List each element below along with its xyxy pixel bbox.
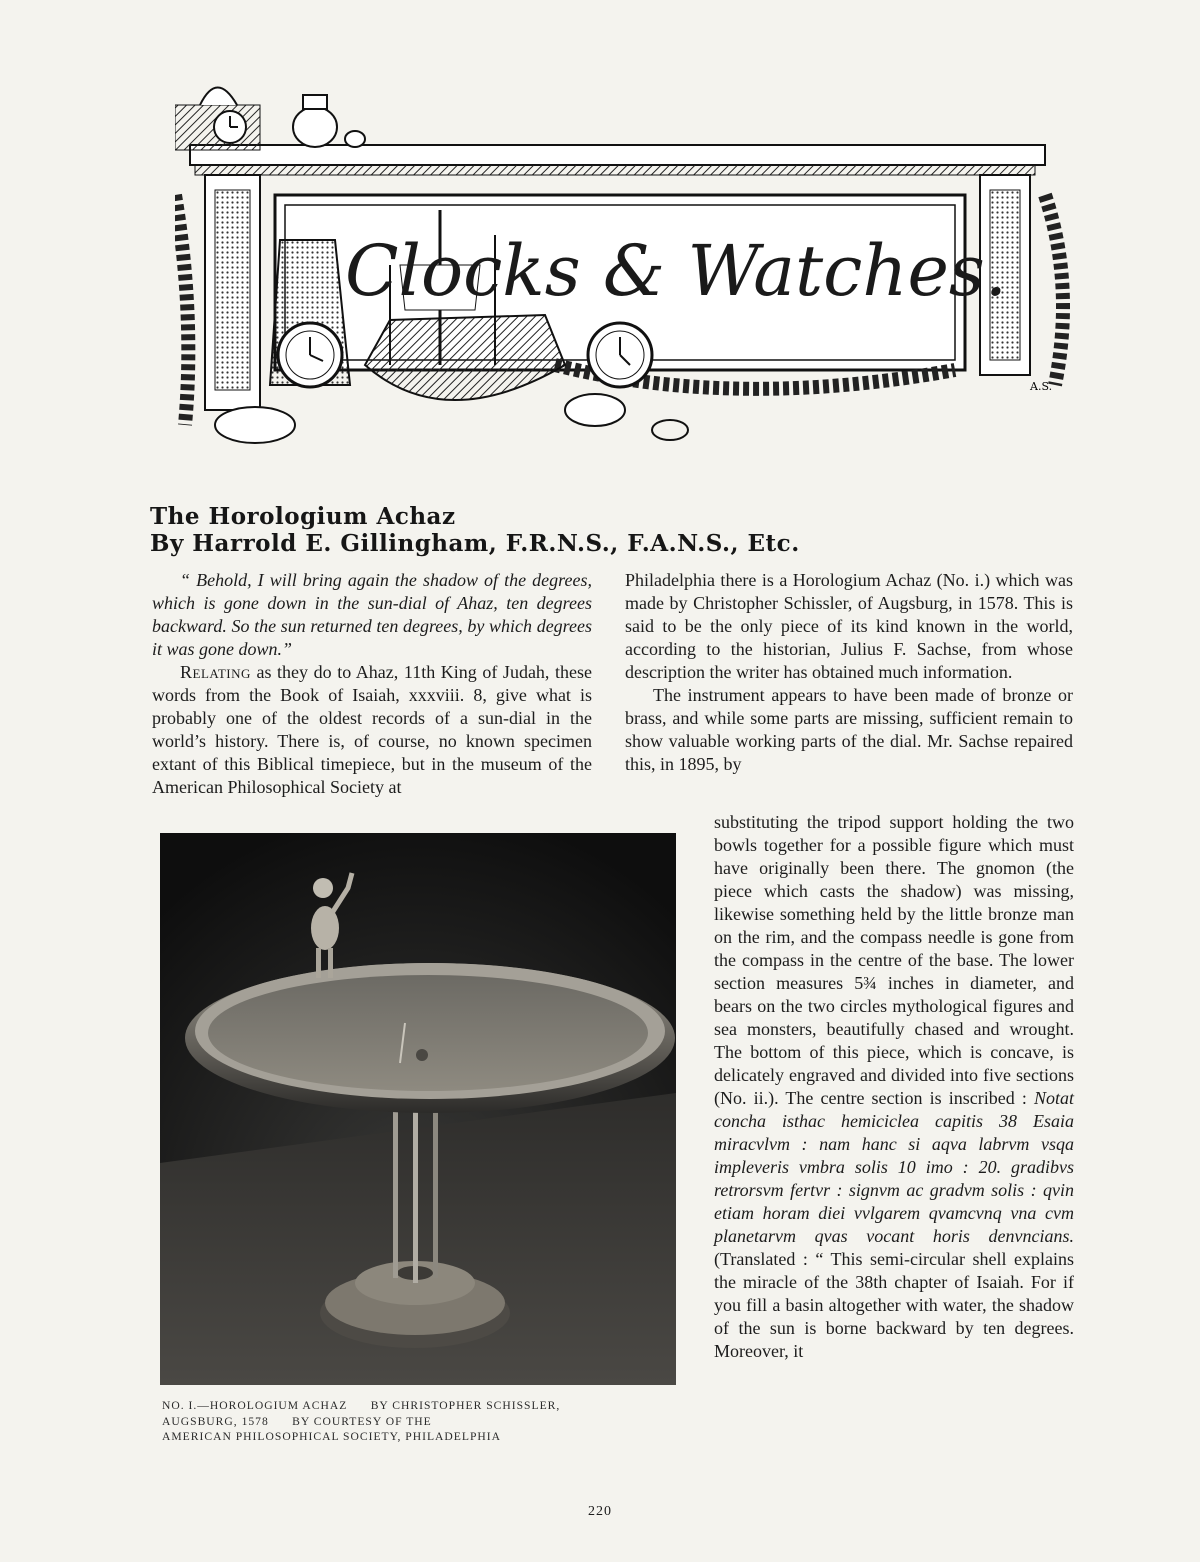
page-number: 220: [588, 1504, 612, 1519]
paragraph-1-continued: Philadelphia there is a Horologium Achaz (No. i.) which was made by Christopher Schissler, of Augsburg, in 1578. This is said to be the only piece of its kind known in the world, according to the historian, Julius F. Sachse, from whose description the writer has obtained much information.: [625, 570, 1073, 682]
epigraph-quote: “ Behold, I will bring again the shadow of the degrees, which is gone down in the sun-dial of Ahaz, ten degrees backward. So the sun returned ten degrees, by which degrees it was gone down.”: [152, 570, 592, 659]
article-byline: By Harrold E. Gillingham, F.R.N.S., F.A.N.S., Etc.: [150, 530, 800, 557]
measurement: [854, 973, 877, 993]
article-title: The Horologium Achaz: [150, 503, 456, 530]
paragraph-2-body-text: substituting the tripod support holding the two bowls together for a possible figure which must have originally been there. The gnomon (the piece which casts the shadow) was missing, likewise something held by the little bronze man on the rim, and the compass needle is gone from the compass in the centre of the base. The lower section measures: [714, 812, 1074, 993]
left-column: [152, 569, 592, 799]
measurement-fraction: ¾: [863, 973, 877, 993]
latin-inscription: Notat concha isthac hemiciclea capitis 38 Esaia miracvlvm : nam hanc si aqva labrvm vsqa impleveris vmbra solis 10 imo : 20. gradibvs retrorsvm fertvr : signvm ac gradvm solis : qvin etiam horam diei vvlgarem qvamcvnq vna cvm planetarvm qvas vocant horis denvncians.: [714, 1088, 1074, 1246]
paragraph-1: [152, 661, 592, 799]
caption-line-2: AUGSBURG, 1578 BY COURTESY OF THE: [162, 1414, 432, 1428]
paragraph-2-body-text-2: inches in diameter, and bears on the two circles mythological figures and sea monsters, beautifully chased and wrought. The bottom of this piece, which is concave, is delicately engraved and divided into five sections (No. ii.). The centre section is inscribed :: [714, 973, 1074, 1108]
photo-caption: [162, 1398, 674, 1445]
paragraph-2-intro: The instrument appears to have been made of bronze or brass, and while some parts are missing, sufficient remain to show valuable working parts of the dial. Mr. Sachse repaired this, in 1895, by: [625, 685, 1073, 774]
header-banner-illustration: [175, 65, 1075, 450]
measurement-whole: 5: [854, 973, 864, 993]
banner-title-script: Clocks & Watches.: [345, 230, 1008, 312]
artist-monogram: A.S.: [1030, 380, 1053, 393]
paragraph-2-body: [714, 811, 1074, 1363]
right-column-narrow: [714, 811, 1074, 1363]
caption-line-3: AMERICAN PHILOSOPHICAL SOCIETY, PHILADELPHIA: [162, 1430, 502, 1443]
photo-horologium-achaz: [160, 833, 676, 1385]
drop-lead-word: Relating: [180, 662, 251, 682]
right-column-top: [625, 569, 1073, 776]
paragraph-1-text: as they do to Ahaz, 11th King of Judah, these words from the Book of Isaiah, xxxviii. 8, give what is probably one of the oldest records of a sun-dial in the world’s history. There is, of course, no known specimen extant of this Biblical timepiece, but in the museum of the American Philosophical Society at: [152, 662, 592, 797]
caption-line-1: NO. I.—HOROLOGIUM ACHAZ BY CHRISTOPHER SCHISSLER,: [162, 1399, 561, 1412]
translation-text: (Translated : “ This semi-circular shell explains the miracle of the 38th chapter of Isaiah. For if you fill a basin altogether with water, the shadow of the sun is borne backward by ten degrees. Moreover, it: [714, 1249, 1074, 1361]
